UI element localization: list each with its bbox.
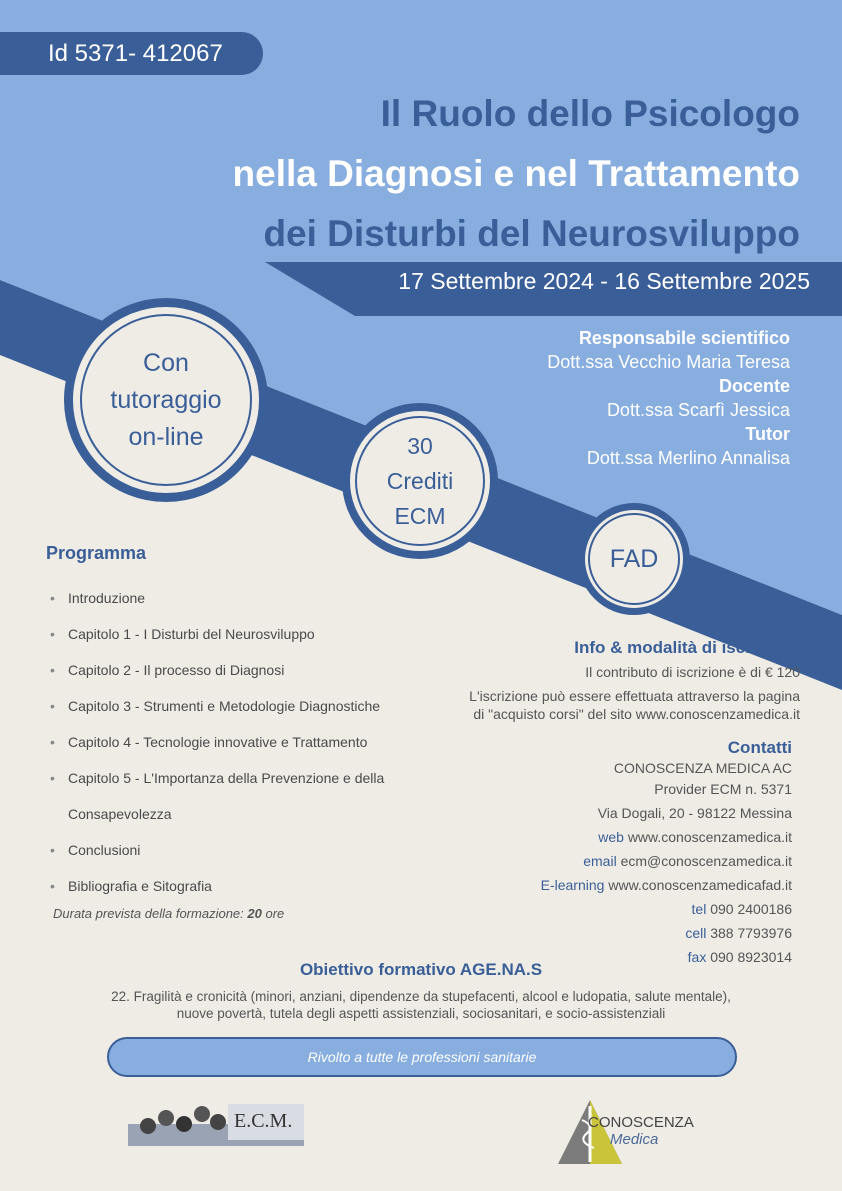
durata-note xyxy=(53,906,284,921)
obiettivo-title: Obiettivo formativo AGE.NA.S xyxy=(299,960,543,979)
conoscenza-medica-name: CONOSCENZA Medica xyxy=(588,1114,694,1148)
info-line-2: L'iscrizione può essere effettuata attraverso la pagina xyxy=(469,688,800,704)
course-dates: 17 Settembre 2024 - 16 Settembre 2025 xyxy=(398,268,810,294)
durata-unit: ore xyxy=(265,906,285,921)
contatti-fax: fax 090 8923014 xyxy=(687,949,792,965)
list-item: • Capitolo 3 - Strumenti e Metodologie Diagnostiche xyxy=(50,688,384,724)
contatti-email: email ecm@conoscenzamedica.it xyxy=(583,853,792,869)
info-block xyxy=(469,639,800,723)
durata-label: Durata prevista della formazione: xyxy=(53,906,244,921)
tutoring-line-1: Con xyxy=(143,348,189,377)
tutor-label: Tutor xyxy=(745,424,790,444)
tel-value: 090 2400186 xyxy=(710,901,792,917)
fax-value: 090 8923014 xyxy=(710,949,792,965)
contatti-elearning: E-learning www.conoscenzamedicafad.it xyxy=(540,877,792,893)
responsabile-label: Responsabile scientifico xyxy=(578,328,790,348)
target-audience-banner: Rivolto a tutte le professioni sanitarie xyxy=(107,1037,737,1077)
staff-block xyxy=(547,326,790,470)
list-item: • Introduzione xyxy=(50,580,384,616)
list-item-continuation: Consapevolezza xyxy=(68,806,172,822)
list-item: • Capitolo 2 - Il processo di Diagnosi xyxy=(50,652,384,688)
credits-number: 30 xyxy=(407,432,433,459)
email-link[interactable]: ecm@conoscenzamedica.it xyxy=(620,853,792,869)
fad-circle xyxy=(578,503,690,615)
course-title xyxy=(233,84,800,264)
tutoring-line-3: on-line xyxy=(128,422,204,451)
cell-value: 388 7793976 xyxy=(710,925,792,941)
obiettivo-text: 22. Fragilità e cronicità (minori, anziani, dipendenze da stupefacenti, alcool e ludopatia, salute mentale), nuove povertà, tutela degli aspetti assistenziali, sociosanitari, e socio-assistenziali xyxy=(111,989,731,1021)
tutor-name: Dott.ssa Merlino Annalisa xyxy=(586,448,790,468)
course-id-badge: Id 5371- 412067 xyxy=(0,32,263,75)
ecm-logo-text: E.C.M. xyxy=(234,1110,293,1132)
fad-label: FAD xyxy=(588,513,680,605)
contatti-block xyxy=(541,737,792,969)
list-item: • Bibliografia e Sitografia xyxy=(50,868,384,904)
obiettivo-block xyxy=(0,960,842,1022)
list-item: • Capitolo 5 - L'Importanza della Prevenzione e della xyxy=(50,760,384,796)
elearning-link[interactable]: www.conoscenzamedicafad.it xyxy=(608,877,792,893)
credits-circle xyxy=(342,403,498,559)
info-line-3: di "acquisto corsi" del sito www.conoscenzamedica.it xyxy=(473,706,800,722)
list-item: • Conclusioni xyxy=(50,832,384,868)
contatti-address: Via Dogali, 20 - 98122 Messina xyxy=(597,805,792,821)
info-fee: Il contributo di iscrizione è di € 120 xyxy=(585,664,800,680)
list-item: • Capitolo 4 - Tecnologie innovative e Trattamento xyxy=(50,724,384,760)
contatti-cell: cell 388 7793976 xyxy=(685,925,792,941)
contatti-title: Contatti xyxy=(727,738,792,757)
responsabile-name: Dott.ssa Vecchio Maria Teresa xyxy=(547,352,790,372)
list-item: • Capitolo 1 - I Disturbi del Neurosviluppo xyxy=(50,616,384,652)
contatti-tel: tel 090 2400186 xyxy=(691,901,792,917)
docente-name: Dott.ssa Scarfì Jessica xyxy=(606,400,790,420)
title-line-3: dei Disturbi del Neurosviluppo xyxy=(263,213,800,254)
contatti-provider: Provider ECM n. 5371 xyxy=(654,781,792,797)
title-line-1: Il Ruolo dello Psicologo xyxy=(380,93,800,134)
contatti-web: web www.conoscenzamedica.it xyxy=(598,829,792,845)
programma-title: Programma xyxy=(46,543,147,563)
web-link[interactable]: www.conoscenzamedica.it xyxy=(627,829,792,845)
tutoring-circle xyxy=(64,298,268,502)
credits-label: Crediti xyxy=(386,467,454,494)
contatti-org: CONOSCENZA MEDICA AC xyxy=(613,760,792,776)
programma-list xyxy=(50,580,384,904)
info-title: Info & modalità di iscrizione xyxy=(574,638,800,657)
tutoring-line-2: tutoraggio xyxy=(110,385,222,414)
durata-value: 20 xyxy=(247,906,262,921)
docente-label: Docente xyxy=(718,376,790,396)
credits-type: ECM xyxy=(394,502,446,529)
title-line-2: nella Diagnosi e nel Trattamento xyxy=(232,153,800,194)
